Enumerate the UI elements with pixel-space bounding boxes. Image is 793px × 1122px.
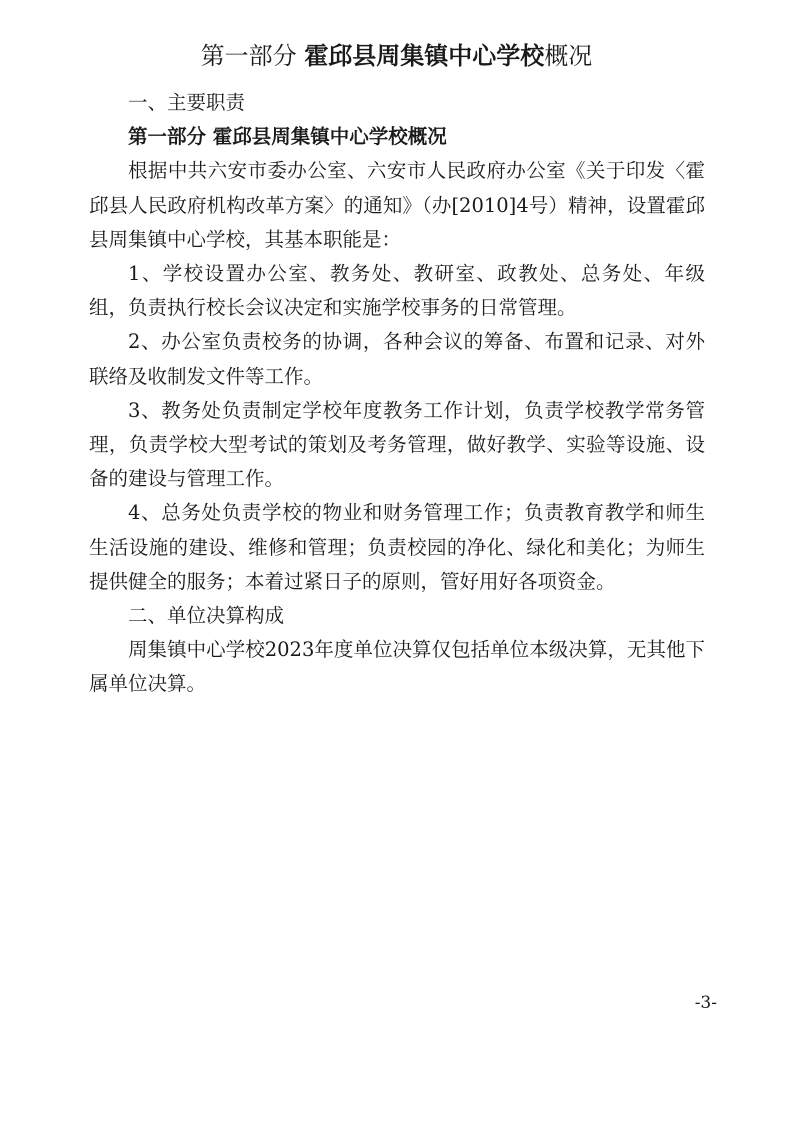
title-suffix: 概况 (544, 42, 593, 70)
document-title (0, 36, 793, 71)
paragraph-item-3: 3、教务处负责制定学校年度教务工作计划，负责学校教学常务管理，负责学校大型考试的策划及考务管理，做好教学、实验等设施、设备的建设与管理工作。 (89, 398, 705, 491)
section-heading-unit-composition: 二、单位决算构成 (128, 604, 285, 628)
paragraph-item-2: 2、办公室负责校务的协调，各种会议的筹备、布置和记录、对外联络及收制发文件等工作。 (89, 330, 705, 388)
document-body (89, 86, 705, 702)
title-main: 霍邱县周集镇中心学校 (304, 42, 545, 70)
paragraph-basis: 根据中共六安市委办公室、六安市人民政府办公室《关于印发〈霍邱县人民政府机构改革方案〉的通知》（办[2010]4号）精神，设置霍邱县周集镇中心学校，其基本职能是： (89, 159, 705, 251)
paragraph-item-1: 1、学校设置办公室、教务处、教研室、政教处、总务处、年级组，负责执行校长会议决定和实施学校事务的日常管理。 (89, 262, 705, 320)
subheading-part-one: 第一部分 霍邱县周集镇中心学校概况 (128, 125, 447, 149)
section-heading-main-duties: 一、主要职责 (128, 91, 246, 114)
paragraph-unit-composition: 周集镇中心学校2023年度单位决算仅包括单位本级决算，无其他下属单位决算。 (89, 638, 705, 696)
page-number: -3- (694, 993, 717, 1013)
paragraph-item-4: 4、总务处负责学校的物业和财务管理工作；负责教育教学和师生生活设施的建设、维修和管理；负责校园的净化、绿化和美化；为师生提供健全的服务；本着过紧日子的原则，管好用好各项资金。 (89, 501, 705, 593)
title-prefix: 第一部分 (200, 42, 297, 70)
